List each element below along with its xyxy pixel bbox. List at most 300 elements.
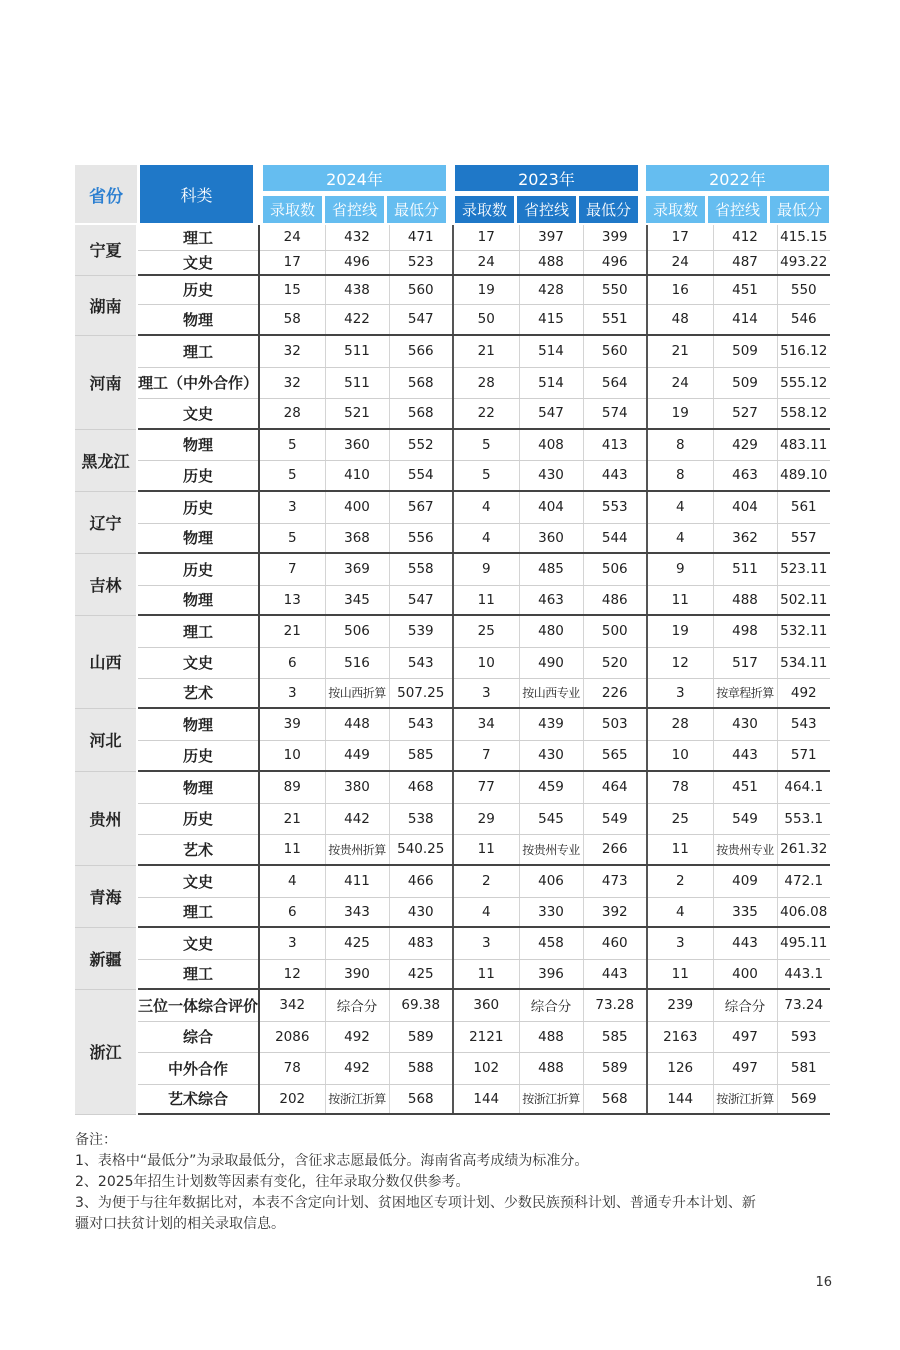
table-row bbox=[75, 304, 830, 335]
value-cell: 496 bbox=[325, 250, 389, 275]
value-cell: 498 bbox=[713, 615, 777, 647]
province-cell: 浙江 bbox=[75, 989, 137, 1114]
value-cell: 561 bbox=[777, 491, 830, 523]
value-cell: 按贵州专业 bbox=[713, 834, 777, 865]
value-cell: 415 bbox=[519, 304, 583, 335]
value-cell: 4 bbox=[647, 897, 713, 927]
table-row bbox=[75, 959, 830, 989]
table-row bbox=[75, 398, 830, 429]
value-cell: 549 bbox=[583, 803, 647, 834]
sub-header-min-2022: 最低分 bbox=[770, 196, 829, 223]
value-cell: 425 bbox=[325, 927, 389, 959]
value-cell: 48 bbox=[647, 304, 713, 335]
value-cell: 2163 bbox=[647, 1021, 713, 1052]
value-cell: 330 bbox=[519, 897, 583, 927]
value-cell: 6 bbox=[259, 897, 325, 927]
value-cell: 411 bbox=[325, 865, 389, 897]
value-cell: 按贵州专业 bbox=[519, 834, 583, 865]
value-cell: 5 bbox=[259, 460, 325, 491]
value-cell: 459 bbox=[519, 771, 583, 803]
value-cell: 406 bbox=[519, 865, 583, 897]
category-cell: 理工 bbox=[137, 225, 259, 250]
value-cell: 521 bbox=[325, 398, 389, 429]
value-cell: 581 bbox=[777, 1052, 830, 1084]
value-cell: 8 bbox=[647, 429, 713, 460]
value-cell: 549 bbox=[713, 803, 777, 834]
value-cell: 89 bbox=[259, 771, 325, 803]
category-cell: 文史 bbox=[137, 647, 259, 678]
value-cell: 24 bbox=[453, 250, 519, 275]
value-cell: 4 bbox=[453, 523, 519, 553]
note-1: 1、表格中“最低分”为录取最低分，含征求志愿最低分。海南省高考成绩为标准分。 bbox=[75, 1153, 589, 1169]
value-cell: 509 bbox=[713, 367, 777, 398]
value-cell: 551 bbox=[583, 304, 647, 335]
table-row bbox=[75, 927, 830, 959]
value-cell: 17 bbox=[259, 250, 325, 275]
value-cell: 523.11 bbox=[777, 553, 830, 585]
value-cell: 443 bbox=[713, 927, 777, 959]
value-cell: 按浙江折算 bbox=[519, 1084, 583, 1114]
value-cell: 430 bbox=[389, 897, 453, 927]
value-cell: 4 bbox=[453, 897, 519, 927]
value-cell: 69.38 bbox=[389, 989, 453, 1021]
value-cell: 380 bbox=[325, 771, 389, 803]
value-cell: 483.11 bbox=[777, 429, 830, 460]
sub-header-control-2024: 省控线 bbox=[325, 196, 384, 223]
value-cell: 11 bbox=[453, 959, 519, 989]
value-cell: 按浙江折算 bbox=[713, 1084, 777, 1114]
value-cell: 13 bbox=[259, 585, 325, 615]
note-2: 2、2025年招生计划数等因素有变化，往年录取分数仅供参考。 bbox=[75, 1174, 470, 1190]
value-cell: 28 bbox=[453, 367, 519, 398]
value-cell: 按章程折算 bbox=[713, 678, 777, 708]
value-cell: 32 bbox=[259, 335, 325, 367]
value-cell: 28 bbox=[647, 708, 713, 740]
value-cell: 558 bbox=[389, 553, 453, 585]
category-cell: 物理 bbox=[137, 429, 259, 460]
value-cell: 486 bbox=[583, 585, 647, 615]
table-row bbox=[75, 523, 830, 553]
value-cell: 28 bbox=[259, 398, 325, 429]
value-cell: 2086 bbox=[259, 1021, 325, 1052]
value-cell: 588 bbox=[389, 1052, 453, 1084]
table-row bbox=[75, 803, 830, 834]
table-header bbox=[0, 0, 900, 230]
category-cell: 历史 bbox=[137, 460, 259, 491]
province-cell: 青海 bbox=[75, 865, 137, 927]
category-cell: 文史 bbox=[137, 250, 259, 275]
value-cell: 514 bbox=[519, 367, 583, 398]
value-cell: 239 bbox=[647, 989, 713, 1021]
value-cell: 3 bbox=[453, 678, 519, 708]
value-cell: 19 bbox=[453, 275, 519, 304]
value-cell: 514 bbox=[519, 335, 583, 367]
table-row bbox=[75, 250, 830, 275]
category-cell: 中外合作 bbox=[137, 1052, 259, 1084]
value-cell: 488 bbox=[519, 250, 583, 275]
value-cell: 3 bbox=[647, 927, 713, 959]
value-cell: 25 bbox=[453, 615, 519, 647]
value-cell: 397 bbox=[519, 225, 583, 250]
year-2024-header: 2024年 bbox=[263, 165, 446, 191]
value-cell: 502.11 bbox=[777, 585, 830, 615]
value-cell: 9 bbox=[647, 553, 713, 585]
value-cell: 593 bbox=[777, 1021, 830, 1052]
value-cell: 540.25 bbox=[389, 834, 453, 865]
value-cell: 7 bbox=[259, 553, 325, 585]
value-cell: 410 bbox=[325, 460, 389, 491]
sub-header-count-2022: 录取数 bbox=[646, 196, 705, 223]
value-cell: 400 bbox=[325, 491, 389, 523]
value-cell: 73.24 bbox=[777, 989, 830, 1021]
value-cell: 按山西折算 bbox=[325, 678, 389, 708]
value-cell: 516 bbox=[325, 647, 389, 678]
value-cell: 144 bbox=[453, 1084, 519, 1114]
value-cell: 78 bbox=[259, 1052, 325, 1084]
value-cell: 15 bbox=[259, 275, 325, 304]
value-cell: 12 bbox=[259, 959, 325, 989]
value-cell: 472.1 bbox=[777, 865, 830, 897]
value-cell: 102 bbox=[453, 1052, 519, 1084]
value-cell: 443.1 bbox=[777, 959, 830, 989]
value-cell: 492 bbox=[325, 1021, 389, 1052]
province-cell: 黑龙江 bbox=[75, 429, 137, 491]
province-cell: 宁夏 bbox=[75, 225, 137, 275]
value-cell: 360 bbox=[453, 989, 519, 1021]
category-cell: 文史 bbox=[137, 927, 259, 959]
value-cell: 442 bbox=[325, 803, 389, 834]
value-cell: 9 bbox=[453, 553, 519, 585]
value-cell: 34 bbox=[453, 708, 519, 740]
notes bbox=[75, 1130, 835, 1235]
value-cell: 按山西专业 bbox=[519, 678, 583, 708]
value-cell: 29 bbox=[453, 803, 519, 834]
value-cell: 492 bbox=[325, 1052, 389, 1084]
value-cell: 11 bbox=[453, 834, 519, 865]
value-cell: 5 bbox=[259, 429, 325, 460]
sub-header-control-2023: 省控线 bbox=[517, 196, 576, 223]
value-cell: 24 bbox=[259, 225, 325, 250]
value-cell: 3 bbox=[259, 491, 325, 523]
value-cell: 412 bbox=[713, 225, 777, 250]
value-cell: 362 bbox=[713, 523, 777, 553]
table-row bbox=[75, 367, 830, 398]
province-cell: 山西 bbox=[75, 615, 137, 708]
value-cell: 568 bbox=[389, 1084, 453, 1114]
value-cell: 404 bbox=[519, 491, 583, 523]
value-cell: 527 bbox=[713, 398, 777, 429]
value-cell: 415.15 bbox=[777, 225, 830, 250]
category-cell: 物理 bbox=[137, 585, 259, 615]
value-cell: 4 bbox=[453, 491, 519, 523]
value-cell: 24 bbox=[647, 250, 713, 275]
value-cell: 507.25 bbox=[389, 678, 453, 708]
table-row bbox=[75, 553, 830, 585]
category-header: 科类 bbox=[140, 165, 253, 223]
sub-header-min-2024: 最低分 bbox=[387, 196, 446, 223]
value-cell: 335 bbox=[713, 897, 777, 927]
value-cell: 464 bbox=[583, 771, 647, 803]
value-cell: 按贵州折算 bbox=[325, 834, 389, 865]
value-cell: 422 bbox=[325, 304, 389, 335]
value-cell: 3 bbox=[259, 678, 325, 708]
value-cell: 511 bbox=[325, 367, 389, 398]
table-row bbox=[75, 647, 830, 678]
value-cell: 266 bbox=[583, 834, 647, 865]
value-cell: 32 bbox=[259, 367, 325, 398]
province-cell: 河北 bbox=[75, 708, 137, 771]
category-cell: 物理 bbox=[137, 304, 259, 335]
value-cell: 425 bbox=[389, 959, 453, 989]
province-cell: 新疆 bbox=[75, 927, 137, 989]
value-cell: 520 bbox=[583, 647, 647, 678]
value-cell: 10 bbox=[259, 740, 325, 771]
category-cell: 物理 bbox=[137, 771, 259, 803]
value-cell: 460 bbox=[583, 927, 647, 959]
value-cell: 39 bbox=[259, 708, 325, 740]
value-cell: 5 bbox=[453, 460, 519, 491]
sub-header-count-2023: 录取数 bbox=[455, 196, 514, 223]
value-cell: 468 bbox=[389, 771, 453, 803]
table-row bbox=[75, 678, 830, 708]
value-cell: 430 bbox=[713, 708, 777, 740]
value-cell: 448 bbox=[325, 708, 389, 740]
value-cell: 543 bbox=[389, 708, 453, 740]
value-cell: 589 bbox=[389, 1021, 453, 1052]
value-cell: 11 bbox=[647, 834, 713, 865]
value-cell: 497 bbox=[713, 1052, 777, 1084]
table-row bbox=[75, 1021, 830, 1052]
value-cell: 547 bbox=[519, 398, 583, 429]
notes-title: 备注： bbox=[75, 1132, 117, 1148]
category-cell: 文史 bbox=[137, 398, 259, 429]
value-cell: 413 bbox=[583, 429, 647, 460]
value-cell: 414 bbox=[713, 304, 777, 335]
category-cell: 艺术 bbox=[137, 678, 259, 708]
value-cell: 342 bbox=[259, 989, 325, 1021]
year-2023-header: 2023年 bbox=[455, 165, 638, 191]
value-cell: 73.28 bbox=[583, 989, 647, 1021]
table-row bbox=[75, 1084, 830, 1114]
value-cell: 532.11 bbox=[777, 615, 830, 647]
category-cell: 三位一体综合评价 bbox=[137, 989, 259, 1021]
table-row bbox=[75, 989, 830, 1021]
value-cell: 19 bbox=[647, 398, 713, 429]
value-cell: 553.1 bbox=[777, 803, 830, 834]
value-cell: 5 bbox=[259, 523, 325, 553]
value-cell: 466 bbox=[389, 865, 453, 897]
value-cell: 16 bbox=[647, 275, 713, 304]
category-cell: 历史 bbox=[137, 740, 259, 771]
value-cell: 2 bbox=[647, 865, 713, 897]
value-cell: 430 bbox=[519, 740, 583, 771]
value-cell: 539 bbox=[389, 615, 453, 647]
value-cell: 11 bbox=[259, 834, 325, 865]
value-cell: 523 bbox=[389, 250, 453, 275]
province-cell: 河南 bbox=[75, 335, 137, 429]
sub-header-min-2023: 最低分 bbox=[579, 196, 638, 223]
value-cell: 503 bbox=[583, 708, 647, 740]
value-cell: 451 bbox=[713, 771, 777, 803]
category-cell: 物理 bbox=[137, 708, 259, 740]
value-cell: 538 bbox=[389, 803, 453, 834]
sub-header-count-2024: 录取数 bbox=[263, 196, 322, 223]
table-row bbox=[75, 1052, 830, 1084]
value-cell: 571 bbox=[777, 740, 830, 771]
value-cell: 8 bbox=[647, 460, 713, 491]
value-cell: 554 bbox=[389, 460, 453, 491]
value-cell: 24 bbox=[647, 367, 713, 398]
value-cell: 451 bbox=[713, 275, 777, 304]
category-cell: 理工（中外合作） bbox=[137, 367, 259, 398]
value-cell: 496 bbox=[583, 250, 647, 275]
value-cell: 464.1 bbox=[777, 771, 830, 803]
value-cell: 360 bbox=[325, 429, 389, 460]
value-cell: 432 bbox=[325, 225, 389, 250]
category-cell: 物理 bbox=[137, 523, 259, 553]
value-cell: 483 bbox=[389, 927, 453, 959]
value-cell: 261.32 bbox=[777, 834, 830, 865]
value-cell: 12 bbox=[647, 647, 713, 678]
table-row bbox=[75, 275, 830, 304]
value-cell: 550 bbox=[777, 275, 830, 304]
value-cell: 11 bbox=[453, 585, 519, 615]
value-cell: 396 bbox=[519, 959, 583, 989]
value-cell: 10 bbox=[453, 647, 519, 678]
value-cell: 566 bbox=[389, 335, 453, 367]
value-cell: 553 bbox=[583, 491, 647, 523]
category-cell: 综合 bbox=[137, 1021, 259, 1052]
province-cell: 湖南 bbox=[75, 275, 137, 335]
sub-header-control-2022: 省控线 bbox=[708, 196, 767, 223]
value-cell: 360 bbox=[519, 523, 583, 553]
value-cell: 5 bbox=[453, 429, 519, 460]
table-row bbox=[75, 225, 830, 250]
value-cell: 506 bbox=[325, 615, 389, 647]
value-cell: 409 bbox=[713, 865, 777, 897]
note-3: 3、为便于与往年数据比对，本表不含定向计划、贫困地区专项计划、少数民族预科计划、普通专升本计划、新 bbox=[75, 1195, 756, 1211]
value-cell: 473 bbox=[583, 865, 647, 897]
value-cell: 78 bbox=[647, 771, 713, 803]
value-cell: 综合分 bbox=[325, 989, 389, 1021]
value-cell: 565 bbox=[583, 740, 647, 771]
value-cell: 22 bbox=[453, 398, 519, 429]
value-cell: 547 bbox=[389, 585, 453, 615]
value-cell: 443 bbox=[583, 959, 647, 989]
value-cell: 517 bbox=[713, 647, 777, 678]
value-cell: 11 bbox=[647, 585, 713, 615]
value-cell: 368 bbox=[325, 523, 389, 553]
table-row bbox=[75, 335, 830, 367]
value-cell: 556 bbox=[389, 523, 453, 553]
value-cell: 399 bbox=[583, 225, 647, 250]
value-cell: 6 bbox=[259, 647, 325, 678]
value-cell: 390 bbox=[325, 959, 389, 989]
value-cell: 406.08 bbox=[777, 897, 830, 927]
table-row bbox=[75, 585, 830, 615]
value-cell: 17 bbox=[453, 225, 519, 250]
value-cell: 369 bbox=[325, 553, 389, 585]
value-cell: 463 bbox=[713, 460, 777, 491]
value-cell: 按浙江折算 bbox=[325, 1084, 389, 1114]
value-cell: 543 bbox=[777, 708, 830, 740]
value-cell: 557 bbox=[777, 523, 830, 553]
value-cell: 400 bbox=[713, 959, 777, 989]
value-cell: 574 bbox=[583, 398, 647, 429]
value-cell: 488 bbox=[519, 1052, 583, 1084]
value-cell: 443 bbox=[713, 740, 777, 771]
value-cell: 11 bbox=[647, 959, 713, 989]
value-cell: 506 bbox=[583, 553, 647, 585]
province-cell: 辽宁 bbox=[75, 491, 137, 553]
table-row bbox=[75, 460, 830, 491]
value-cell: 500 bbox=[583, 615, 647, 647]
value-cell: 568 bbox=[389, 398, 453, 429]
value-cell: 2 bbox=[453, 865, 519, 897]
value-cell: 2121 bbox=[453, 1021, 519, 1052]
value-cell: 21 bbox=[259, 615, 325, 647]
value-cell: 569 bbox=[777, 1084, 830, 1114]
province-cell: 贵州 bbox=[75, 771, 137, 865]
value-cell: 7 bbox=[453, 740, 519, 771]
value-cell: 3 bbox=[453, 927, 519, 959]
category-cell: 历史 bbox=[137, 803, 259, 834]
value-cell: 471 bbox=[389, 225, 453, 250]
value-cell: 492 bbox=[777, 678, 830, 708]
category-cell: 历史 bbox=[137, 491, 259, 523]
value-cell: 综合分 bbox=[713, 989, 777, 1021]
value-cell: 439 bbox=[519, 708, 583, 740]
value-cell: 544 bbox=[583, 523, 647, 553]
value-cell: 3 bbox=[647, 678, 713, 708]
value-cell: 126 bbox=[647, 1052, 713, 1084]
category-cell: 艺术综合 bbox=[137, 1084, 259, 1114]
category-cell: 理工 bbox=[137, 959, 259, 989]
value-cell: 458 bbox=[519, 927, 583, 959]
value-cell: 综合分 bbox=[519, 989, 583, 1021]
value-cell: 463 bbox=[519, 585, 583, 615]
value-cell: 443 bbox=[583, 460, 647, 491]
value-cell: 547 bbox=[389, 304, 453, 335]
value-cell: 550 bbox=[583, 275, 647, 304]
value-cell: 568 bbox=[389, 367, 453, 398]
value-cell: 567 bbox=[389, 491, 453, 523]
value-cell: 4 bbox=[259, 865, 325, 897]
value-cell: 497 bbox=[713, 1021, 777, 1052]
value-cell: 543 bbox=[389, 647, 453, 678]
value-cell: 25 bbox=[647, 803, 713, 834]
value-cell: 144 bbox=[647, 1084, 713, 1114]
value-cell: 546 bbox=[777, 304, 830, 335]
value-cell: 202 bbox=[259, 1084, 325, 1114]
value-cell: 404 bbox=[713, 491, 777, 523]
category-cell: 文史 bbox=[137, 865, 259, 897]
value-cell: 564 bbox=[583, 367, 647, 398]
value-cell: 511 bbox=[325, 335, 389, 367]
value-cell: 226 bbox=[583, 678, 647, 708]
value-cell: 10 bbox=[647, 740, 713, 771]
table-row bbox=[75, 897, 830, 927]
value-cell: 429 bbox=[713, 429, 777, 460]
value-cell: 585 bbox=[389, 740, 453, 771]
value-cell: 489.10 bbox=[777, 460, 830, 491]
value-cell: 516.12 bbox=[777, 335, 830, 367]
value-cell: 495.11 bbox=[777, 927, 830, 959]
value-cell: 552 bbox=[389, 429, 453, 460]
value-cell: 345 bbox=[325, 585, 389, 615]
note-3-cont: 疆对口扶贫计划的相关录取信息。 bbox=[75, 1216, 285, 1232]
table-row bbox=[75, 708, 830, 740]
